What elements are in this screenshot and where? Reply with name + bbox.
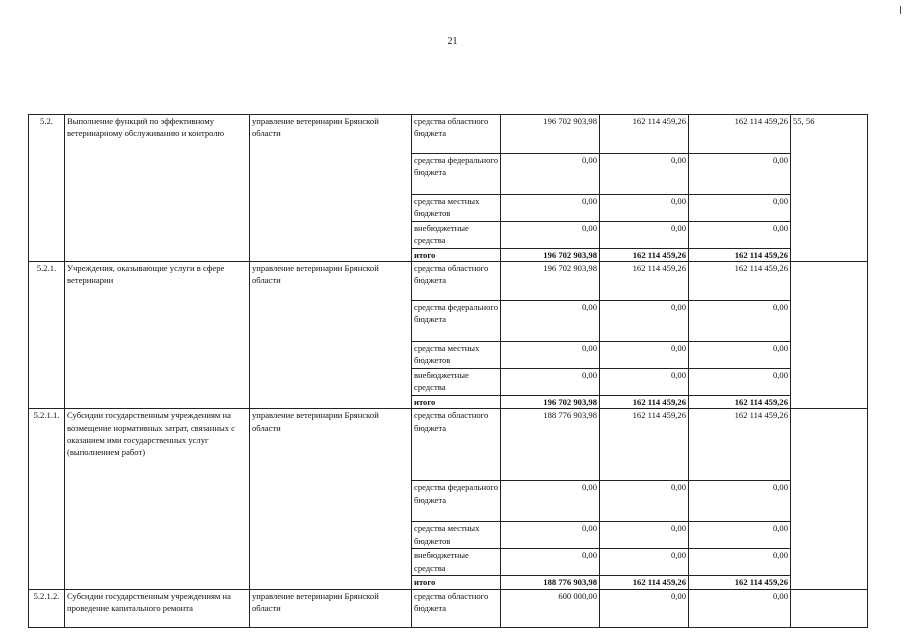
amount-year-1: 600 000,00 [501,589,600,627]
amount-year-3: 0,00 [689,342,791,369]
funding-source: внебюджетные средства [412,369,501,396]
funding-source: внебюджетные средства [412,549,501,576]
amount-year-3: 0,00 [689,549,791,576]
budget-table [28,114,868,628]
amount-year-2: 0,00 [600,549,689,576]
item-name: Субсидии государственным учреждениям на проведение капитального ремонта [65,589,250,627]
item-number: 5.2.1. [29,262,65,409]
item-note [791,262,868,409]
amount-year-3: 0,00 [689,195,791,222]
amount-year-1: 196 702 903,98 [501,115,600,154]
item-name: Учреждения, оказывающие услуги в сфере ветеринарии [65,262,250,409]
amount-year-2: 0,00 [600,342,689,369]
amount-year-1: 0,00 [501,154,600,195]
amount-year-2: 162 114 459,26 [600,262,689,301]
amount-year-2: 0,00 [600,481,689,522]
funding-source: итого [412,396,501,409]
funding-source: внебюджетные средства [412,222,501,249]
table-row [29,262,868,301]
amount-year-3: 162 114 459,26 [689,409,791,481]
amount-year-1: 0,00 [501,222,600,249]
funding-source: итого [412,576,501,589]
amount-year-1: 0,00 [501,549,600,576]
amount-year-2: 0,00 [600,369,689,396]
item-number: 5.2.1.2. [29,589,65,627]
amount-year-1: 0,00 [501,342,600,369]
amount-year-3: 162 114 459,26 [689,576,791,589]
item-name: Субсидии государственным учреждениям на возмещение нормативных затрат, связанных с оказанием ими государственных услуг (выполнением работ) [65,409,250,589]
amount-year-1: 0,00 [501,522,600,549]
amount-year-2: 162 114 459,26 [600,249,689,262]
amount-year-2: 0,00 [600,589,689,627]
amount-year-3: 162 114 459,26 [689,115,791,154]
amount-year-1: 188 776 903,98 [501,576,600,589]
item-executor: управление ветеринарии Брянской области [250,589,412,627]
item-note: 55, 56 [791,115,868,262]
amount-year-1: 0,00 [501,301,600,342]
amount-year-1: 0,00 [501,481,600,522]
funding-source: средства федерального бюджета [412,481,501,522]
item-number: 5.2.1.1. [29,409,65,589]
amount-year-3: 162 114 459,26 [689,249,791,262]
amount-year-3: 0,00 [689,369,791,396]
amount-year-2: 0,00 [600,301,689,342]
amount-year-2: 162 114 459,26 [600,115,689,154]
amount-year-2: 0,00 [600,222,689,249]
amount-year-1: 196 702 903,98 [501,262,600,301]
item-executor: управление ветеринарии Брянской области [250,409,412,589]
page-number: 21 [447,36,458,47]
amount-year-2: 162 114 459,26 [600,576,689,589]
amount-year-1: 0,00 [501,369,600,396]
amount-year-1: 0,00 [501,195,600,222]
funding-source: средства местных бюджетов [412,195,501,222]
amount-year-3: 0,00 [689,222,791,249]
amount-year-2: 0,00 [600,195,689,222]
amount-year-2: 0,00 [600,522,689,549]
amount-year-2: 162 114 459,26 [600,396,689,409]
item-number: 5.2. [29,115,65,262]
funding-source: средства федерального бюджета [412,154,501,195]
funding-source: средства местных бюджетов [412,342,501,369]
funding-source: средства областного бюджета [412,409,501,481]
amount-year-1: 196 702 903,98 [501,249,600,262]
funding-source: средства областного бюджета [412,115,501,154]
amount-year-3: 0,00 [689,301,791,342]
item-executor: управление ветеринарии Брянской области [250,115,412,262]
amount-year-1: 196 702 903,98 [501,396,600,409]
amount-year-3: 0,00 [689,154,791,195]
item-note [791,589,868,627]
amount-year-3: 162 114 459,26 [689,396,791,409]
amount-year-3: 162 114 459,26 [689,262,791,301]
amount-year-1: 188 776 903,98 [501,409,600,481]
amount-year-3: 0,00 [689,522,791,549]
amount-year-3: 0,00 [689,589,791,627]
table-row [29,409,868,481]
item-note [791,409,868,589]
funding-source: средства федерального бюджета [412,301,501,342]
table-row [29,115,868,154]
amount-year-2: 162 114 459,26 [600,409,689,481]
item-name: Выполнение функций по эффективному ветеринарному обслуживанию и контролю [65,115,250,262]
page-edge-mark [900,6,901,14]
table-row [29,589,868,627]
funding-source: средства областного бюджета [412,589,501,627]
funding-source: итого [412,249,501,262]
funding-source: средства местных бюджетов [412,522,501,549]
funding-source: средства областного бюджета [412,262,501,301]
amount-year-2: 0,00 [600,154,689,195]
item-executor: управление ветеринарии Брянской области [250,262,412,409]
amount-year-3: 0,00 [689,481,791,522]
